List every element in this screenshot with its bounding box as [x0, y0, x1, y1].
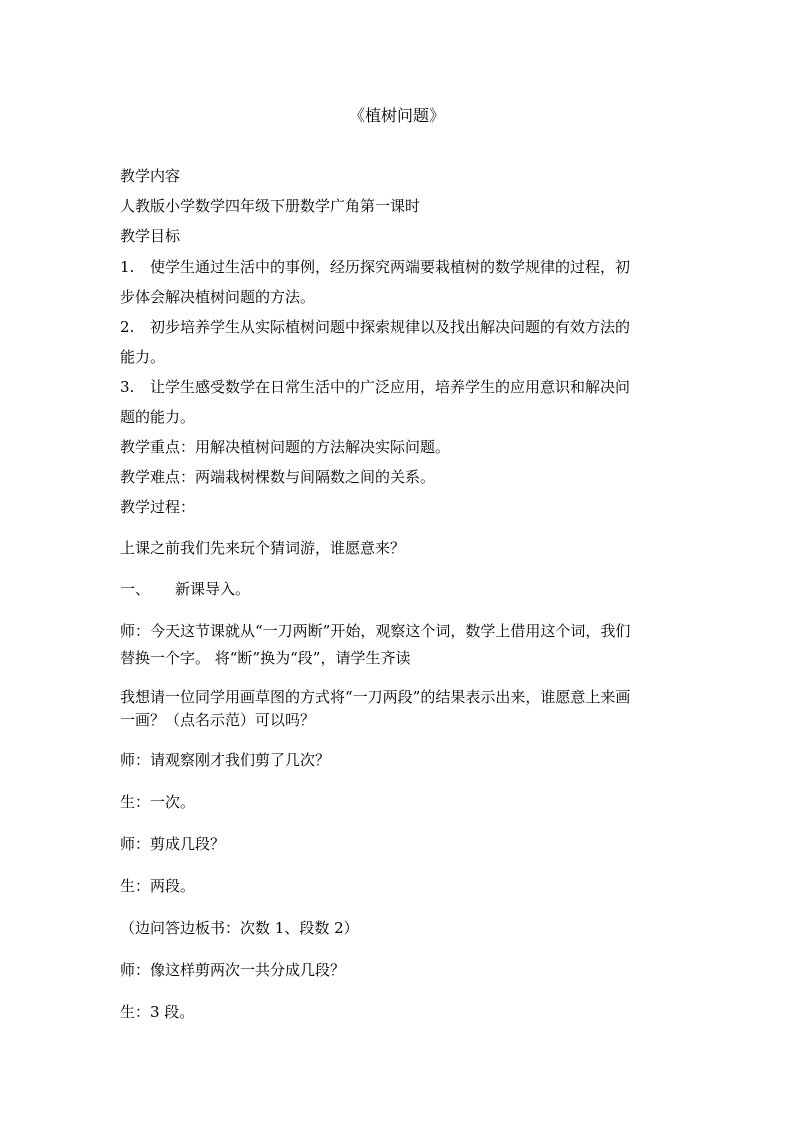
list-number: 1.: [120, 258, 135, 276]
document-title: 《植树问题》: [348, 106, 445, 125]
dialogue-line: 生：两段。: [120, 877, 196, 895]
objective-text: 让学生感受数学在日常生活中的广泛应用，培养学生的应用意识和解决问: [150, 378, 631, 396]
heading-text: 新课导入。: [175, 580, 251, 598]
paragraph-line: 上课之前我们先来玩个猜词游，谁愿意来？: [120, 539, 406, 557]
board-note-line: （边问答边板书：次数 1、段数 2）: [120, 919, 359, 937]
objective-text: 初步培养学生从实际植树问题中探索规律以及找出解决问题的有效方法的: [150, 318, 631, 336]
section-heading-process: 教学过程：: [120, 498, 196, 516]
paragraph-line: 题的能力。: [120, 408, 196, 426]
difficulty-line: 教学难点：两端栽树棵数与间隔数之间的关系。: [120, 468, 436, 486]
paragraph-line: 师：今天这节课就从“一刀两断”开始，观察这个词，数学上借用这个词，我们: [120, 622, 631, 640]
list-number: 一、: [120, 580, 151, 598]
dialogue-line: 师：剪成几段？: [120, 835, 226, 853]
paragraph-line: 替换一个字。 将“断”换为“段”，请学生齐读: [120, 649, 411, 667]
dialogue-line: 生：一次。: [120, 793, 196, 811]
section-heading-content: 教学内容: [120, 167, 181, 185]
dialogue-line: 生：3 段。: [120, 1003, 195, 1021]
paragraph-line: 步体会解决植树问题的方法。: [120, 288, 316, 306]
paragraph-line: 一画？（点名示范）可以吗？: [120, 711, 316, 729]
objective-item-1: [120, 256, 680, 278]
section-heading-objectives: 教学目标: [120, 227, 181, 245]
key-point-line: 教学重点：用解决植树问题的方法解决实际问题。: [120, 438, 451, 456]
list-number: 2.: [120, 318, 135, 336]
dialogue-line: 师：请观察刚才我们剪了几次？: [120, 751, 331, 769]
objective-item-2: [120, 316, 680, 338]
section-heading-intro: [120, 578, 680, 600]
objective-item-3: [120, 376, 680, 398]
list-number: 3.: [120, 378, 135, 396]
dialogue-line: 师：像这样剪两次一共分成几段？: [120, 961, 346, 979]
paragraph-line: 人教版小学数学四年级下册数学广角第一课时: [120, 197, 421, 215]
objective-text: 使学生通过生活中的事例，经历探究两端要栽植树的数学规律的过程，初: [150, 258, 631, 276]
paragraph-line: 我想请一位同学用画草图的方式将“一刀两段”的结果表示出来，谁愿意上来画: [120, 688, 631, 706]
paragraph-line: 能力。: [120, 348, 166, 366]
